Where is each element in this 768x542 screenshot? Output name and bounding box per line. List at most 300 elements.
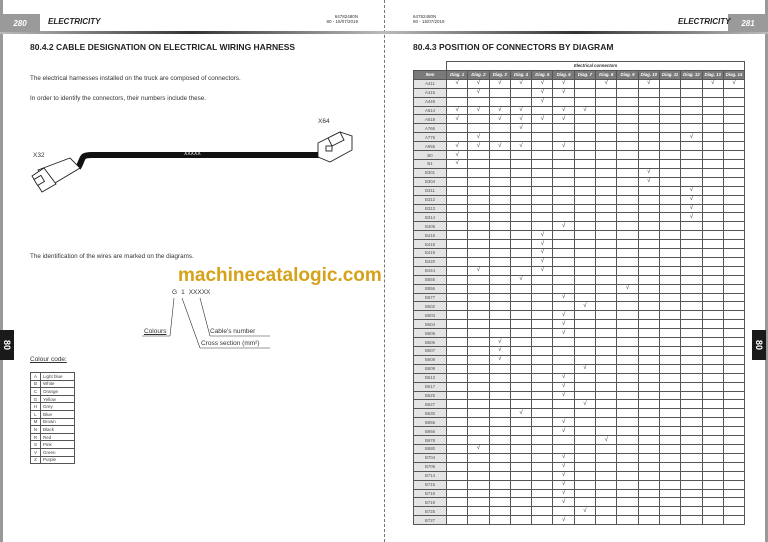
empty-cell xyxy=(702,462,723,471)
empty-cell xyxy=(681,391,702,400)
row-item: B304 xyxy=(414,177,447,186)
table-row xyxy=(414,151,745,160)
empty-cell xyxy=(681,462,702,471)
label-colours: Colours xyxy=(144,328,167,335)
row-item: B604 xyxy=(414,320,447,329)
empty-cell xyxy=(681,151,702,160)
empty-cell xyxy=(532,293,553,302)
empty-cell xyxy=(489,168,510,177)
check-mark: √ xyxy=(574,302,595,311)
colour-name: Purple xyxy=(41,456,75,464)
connectors-table xyxy=(413,61,745,525)
row-item: A415 xyxy=(414,88,447,97)
empty-cell xyxy=(553,231,574,240)
empty-cell xyxy=(532,489,553,498)
empty-cell xyxy=(596,186,617,195)
section-title-right: ELECTRICITY xyxy=(678,17,731,26)
empty-cell xyxy=(659,320,680,329)
empty-cell xyxy=(723,471,744,480)
empty-cell xyxy=(510,266,531,275)
check-mark: √ xyxy=(468,133,489,142)
empty-cell xyxy=(723,195,744,204)
empty-cell xyxy=(553,186,574,195)
empty-cell xyxy=(702,444,723,453)
table-row xyxy=(414,302,745,311)
empty-cell xyxy=(702,507,723,516)
empty-cell xyxy=(702,88,723,97)
empty-cell xyxy=(447,471,468,480)
empty-cell xyxy=(468,293,489,302)
empty-cell xyxy=(723,498,744,507)
empty-cell xyxy=(596,213,617,222)
row-item: A618 xyxy=(414,115,447,124)
empty-cell xyxy=(659,249,680,258)
table-row xyxy=(414,115,745,124)
empty-cell xyxy=(510,320,531,329)
empty-cell xyxy=(447,418,468,427)
empty-cell xyxy=(659,142,680,151)
empty-cell xyxy=(532,471,553,480)
empty-cell xyxy=(596,240,617,249)
empty-cell xyxy=(510,471,531,480)
colour-name: Green xyxy=(41,448,75,456)
empty-cell xyxy=(596,364,617,373)
empty-cell xyxy=(638,266,659,275)
empty-cell xyxy=(574,249,595,258)
colour-code-title: Colour code: xyxy=(30,356,67,363)
empty-cell xyxy=(468,329,489,338)
row-item: B420 xyxy=(414,257,447,266)
row-item: A449 xyxy=(414,97,447,106)
table-row xyxy=(414,418,745,427)
empty-cell xyxy=(447,453,468,462)
empty-cell xyxy=(638,364,659,373)
empty-cell xyxy=(681,284,702,293)
empty-cell xyxy=(553,275,574,284)
empty-cell xyxy=(510,231,531,240)
row-item: B607 xyxy=(414,347,447,356)
empty-cell xyxy=(681,168,702,177)
empty-cell xyxy=(596,373,617,382)
empty-cell xyxy=(447,373,468,382)
empty-cell xyxy=(447,195,468,204)
empty-cell xyxy=(596,115,617,124)
empty-cell xyxy=(596,329,617,338)
empty-cell xyxy=(489,151,510,160)
empty-cell xyxy=(447,275,468,284)
empty-cell xyxy=(574,222,595,231)
empty-cell xyxy=(659,516,680,525)
empty-cell xyxy=(702,382,723,391)
empty-cell xyxy=(659,213,680,222)
table-caption: Electrical connectors xyxy=(447,62,745,71)
empty-cell xyxy=(702,373,723,382)
empty-cell xyxy=(702,240,723,249)
empty-cell xyxy=(574,151,595,160)
empty-cell xyxy=(617,462,638,471)
empty-cell xyxy=(659,177,680,186)
empty-cell xyxy=(617,231,638,240)
check-mark: √ xyxy=(553,115,574,124)
empty-cell xyxy=(574,427,595,436)
row-item: B312 xyxy=(414,195,447,204)
empty-cell xyxy=(468,382,489,391)
empty-cell xyxy=(617,177,638,186)
check-mark: √ xyxy=(617,284,638,293)
empty-cell xyxy=(702,355,723,364)
empty-cell xyxy=(681,382,702,391)
table-row xyxy=(414,88,745,97)
empty-cell xyxy=(489,516,510,525)
check-mark: √ xyxy=(596,436,617,445)
empty-cell xyxy=(553,159,574,168)
empty-cell xyxy=(702,186,723,195)
empty-cell xyxy=(638,106,659,115)
empty-cell xyxy=(532,418,553,427)
doc-id: 64782480N xyxy=(413,14,437,19)
empty-cell xyxy=(617,382,638,391)
check-mark: √ xyxy=(532,231,553,240)
table-row xyxy=(414,347,745,356)
empty-cell xyxy=(510,436,531,445)
empty-cell xyxy=(510,400,531,409)
empty-cell xyxy=(638,471,659,480)
table-row xyxy=(414,355,745,364)
empty-cell xyxy=(638,409,659,418)
empty-cell xyxy=(723,204,744,213)
empty-cell xyxy=(723,142,744,151)
check-mark: √ xyxy=(553,142,574,151)
page-number-right: 281 xyxy=(728,14,768,32)
empty-cell xyxy=(702,115,723,124)
empty-cell xyxy=(532,151,553,160)
empty-cell xyxy=(659,489,680,498)
empty-cell xyxy=(532,320,553,329)
empty-cell xyxy=(659,480,680,489)
empty-cell xyxy=(532,284,553,293)
empty-cell xyxy=(510,355,531,364)
empty-cell xyxy=(532,338,553,347)
empty-cell xyxy=(702,231,723,240)
check-mark: √ xyxy=(510,142,531,151)
row-item: B0 xyxy=(414,151,447,160)
empty-cell xyxy=(638,489,659,498)
colour-code-row xyxy=(31,426,75,434)
empty-cell xyxy=(638,427,659,436)
empty-cell xyxy=(681,471,702,480)
chapter-tab-right xyxy=(752,330,766,360)
empty-cell xyxy=(617,338,638,347)
empty-cell xyxy=(447,480,468,489)
table-row xyxy=(414,480,745,489)
empty-cell xyxy=(510,177,531,186)
empty-cell xyxy=(617,453,638,462)
label-cross-section: Cross section (mm²) xyxy=(201,340,260,347)
empty-cell xyxy=(532,355,553,364)
empty-cell xyxy=(574,391,595,400)
empty-cell xyxy=(532,124,553,133)
empty-cell xyxy=(638,204,659,213)
row-item: A955 xyxy=(414,142,447,151)
empty-cell xyxy=(574,409,595,418)
empty-cell xyxy=(617,79,638,88)
page-fold xyxy=(384,0,385,542)
empty-cell xyxy=(574,489,595,498)
empty-cell xyxy=(617,195,638,204)
empty-cell xyxy=(659,444,680,453)
empty-cell xyxy=(510,453,531,462)
table-row xyxy=(414,373,745,382)
empty-cell xyxy=(468,436,489,445)
empty-cell xyxy=(659,427,680,436)
empty-cell xyxy=(574,124,595,133)
empty-cell xyxy=(723,355,744,364)
empty-cell xyxy=(489,240,510,249)
empty-cell xyxy=(638,347,659,356)
row-item: B609 xyxy=(414,364,447,373)
colour-code-row xyxy=(31,456,75,464)
empty-cell xyxy=(596,168,617,177)
empty-cell xyxy=(489,480,510,489)
empty-cell xyxy=(596,480,617,489)
empty-cell xyxy=(617,159,638,168)
empty-cell xyxy=(489,124,510,133)
empty-cell xyxy=(447,436,468,445)
empty-cell xyxy=(723,97,744,106)
empty-cell xyxy=(489,498,510,507)
empty-cell xyxy=(574,88,595,97)
empty-cell xyxy=(596,284,617,293)
empty-cell xyxy=(532,213,553,222)
empty-cell xyxy=(638,480,659,489)
empty-cell xyxy=(468,159,489,168)
empty-cell xyxy=(681,275,702,284)
empty-cell xyxy=(617,293,638,302)
empty-cell xyxy=(574,293,595,302)
check-mark: √ xyxy=(553,471,574,480)
empty-cell xyxy=(574,516,595,525)
empty-cell xyxy=(659,231,680,240)
empty-cell xyxy=(468,391,489,400)
empty-cell xyxy=(574,320,595,329)
empty-cell xyxy=(702,329,723,338)
empty-cell xyxy=(447,516,468,525)
colour-name: Red xyxy=(41,433,75,441)
check-mark: √ xyxy=(489,347,510,356)
empty-cell xyxy=(532,507,553,516)
check-mark: √ xyxy=(638,79,659,88)
check-mark: √ xyxy=(468,444,489,453)
empty-cell xyxy=(638,186,659,195)
empty-cell xyxy=(723,293,744,302)
cable-label: XXXXX xyxy=(184,151,201,157)
colour-code-row xyxy=(31,418,75,426)
check-mark: √ xyxy=(553,516,574,525)
empty-cell xyxy=(638,222,659,231)
empty-cell xyxy=(723,231,744,240)
empty-cell xyxy=(659,400,680,409)
empty-cell xyxy=(681,231,702,240)
empty-cell xyxy=(489,177,510,186)
wire-code xyxy=(172,289,210,296)
empty-cell xyxy=(468,462,489,471)
empty-cell xyxy=(510,257,531,266)
empty-cell xyxy=(596,151,617,160)
colour-letter: G xyxy=(31,395,41,403)
empty-cell xyxy=(510,507,531,516)
empty-cell xyxy=(723,88,744,97)
check-mark: √ xyxy=(553,462,574,471)
check-mark: √ xyxy=(553,427,574,436)
empty-cell xyxy=(447,97,468,106)
empty-cell xyxy=(574,266,595,275)
check-mark: √ xyxy=(489,79,510,88)
check-mark: √ xyxy=(681,186,702,195)
row-item: B444 xyxy=(414,266,447,275)
check-mark: √ xyxy=(468,79,489,88)
empty-cell xyxy=(447,293,468,302)
row-item: B418 xyxy=(414,240,447,249)
empty-cell xyxy=(532,364,553,373)
empty-cell xyxy=(702,168,723,177)
empty-cell xyxy=(723,249,744,258)
connector-x32-icon xyxy=(32,158,80,192)
table-row xyxy=(414,489,745,498)
column-header-diag-9: Diag. 9 xyxy=(617,70,638,79)
colour-code-row xyxy=(31,410,75,418)
empty-cell xyxy=(510,364,531,373)
row-item: B727 xyxy=(414,516,447,525)
empty-cell xyxy=(468,453,489,462)
empty-cell xyxy=(447,133,468,142)
empty-cell xyxy=(723,284,744,293)
empty-cell xyxy=(638,97,659,106)
row-item: A775 xyxy=(414,133,447,142)
empty-cell xyxy=(489,489,510,498)
empty-cell xyxy=(489,284,510,293)
empty-cell xyxy=(447,498,468,507)
empty-cell xyxy=(638,400,659,409)
empty-cell xyxy=(638,382,659,391)
empty-cell xyxy=(659,293,680,302)
empty-cell xyxy=(489,257,510,266)
table-row xyxy=(414,204,745,213)
empty-cell xyxy=(723,213,744,222)
empty-cell xyxy=(532,462,553,471)
row-item: B678 xyxy=(414,436,447,445)
wire-code-colour: G xyxy=(172,289,178,296)
empty-cell xyxy=(489,266,510,275)
colour-name: Light blue xyxy=(41,373,75,381)
row-item: B556 xyxy=(414,284,447,293)
check-mark: √ xyxy=(447,159,468,168)
empty-cell xyxy=(510,133,531,142)
empty-cell xyxy=(532,195,553,204)
check-mark: √ xyxy=(510,106,531,115)
empty-cell xyxy=(574,133,595,142)
empty-cell xyxy=(617,204,638,213)
empty-cell xyxy=(532,168,553,177)
row-item: B714 xyxy=(414,471,447,480)
empty-cell xyxy=(723,409,744,418)
empty-cell xyxy=(447,257,468,266)
empty-cell xyxy=(681,507,702,516)
empty-cell xyxy=(574,329,595,338)
paragraph-3: The identification of the wires are marked on the diagrams. xyxy=(30,253,194,260)
check-mark: √ xyxy=(532,240,553,249)
empty-cell xyxy=(532,480,553,489)
empty-cell xyxy=(681,88,702,97)
empty-cell xyxy=(638,373,659,382)
empty-cell xyxy=(596,159,617,168)
empty-cell xyxy=(510,204,531,213)
empty-cell xyxy=(447,320,468,329)
empty-cell xyxy=(723,275,744,284)
colour-code-row xyxy=(31,403,75,411)
table-row xyxy=(414,400,745,409)
colour-code-row xyxy=(31,395,75,403)
empty-cell xyxy=(510,329,531,338)
empty-cell xyxy=(702,97,723,106)
table-row xyxy=(414,391,745,400)
empty-cell xyxy=(596,338,617,347)
empty-cell xyxy=(553,338,574,347)
empty-cell xyxy=(659,133,680,142)
empty-cell xyxy=(510,311,531,320)
empty-cell xyxy=(702,427,723,436)
empty-cell xyxy=(510,516,531,525)
table-row xyxy=(414,453,745,462)
empty-cell xyxy=(532,329,553,338)
empty-cell xyxy=(489,409,510,418)
empty-cell xyxy=(723,222,744,231)
check-mark: √ xyxy=(468,88,489,97)
empty-cell xyxy=(468,498,489,507)
empty-cell xyxy=(468,373,489,382)
empty-cell xyxy=(574,204,595,213)
column-header-diag-4: Diag. 4 xyxy=(510,70,531,79)
empty-cell xyxy=(489,222,510,231)
table-row xyxy=(414,436,745,445)
empty-cell xyxy=(489,391,510,400)
empty-cell xyxy=(638,195,659,204)
empty-cell xyxy=(702,302,723,311)
empty-cell xyxy=(447,284,468,293)
empty-cell xyxy=(447,329,468,338)
table-row xyxy=(414,338,745,347)
empty-cell xyxy=(617,240,638,249)
empty-cell xyxy=(617,471,638,480)
empty-cell xyxy=(489,311,510,320)
empty-cell xyxy=(681,489,702,498)
empty-cell xyxy=(553,507,574,516)
check-mark: √ xyxy=(489,106,510,115)
check-mark: √ xyxy=(510,79,531,88)
table-row xyxy=(414,79,745,88)
row-item: B577 xyxy=(414,293,447,302)
empty-cell xyxy=(574,355,595,364)
chapter-tab-label: 80 xyxy=(753,339,764,351)
row-item: B705 xyxy=(414,462,447,471)
empty-cell xyxy=(723,177,744,186)
empty-cell xyxy=(681,436,702,445)
empty-cell xyxy=(596,275,617,284)
check-mark: √ xyxy=(532,249,553,258)
empty-cell xyxy=(489,436,510,445)
empty-cell xyxy=(468,231,489,240)
empty-cell xyxy=(489,400,510,409)
table-row xyxy=(414,507,745,516)
